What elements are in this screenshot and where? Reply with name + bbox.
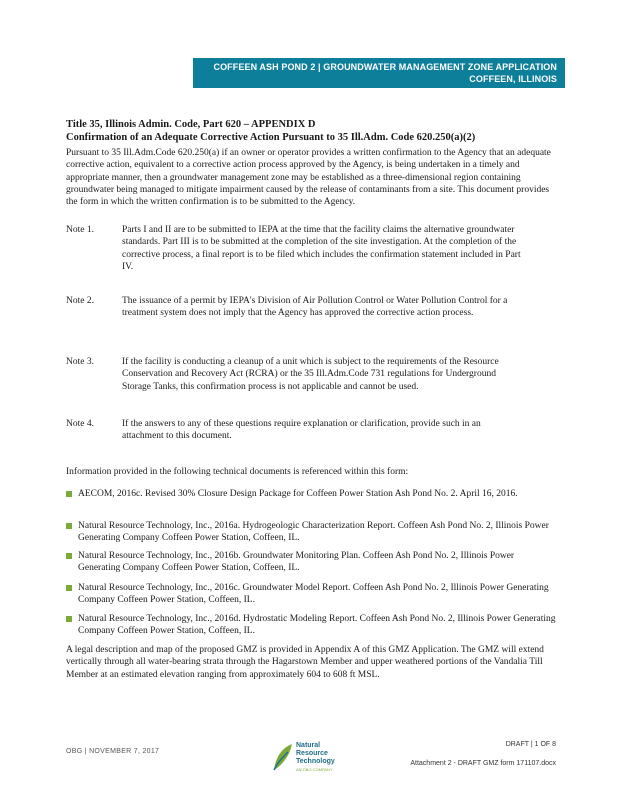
title-line-2: Confirmation of an Adequate Corrective Action Pursuant to 35 Ill.Adm. Code 620.250(a)(2) [66, 132, 476, 143]
note-label: Note 4. [66, 419, 94, 429]
header-title: COFFEEN ASH POND 2 | GROUNDWATER MANAGEMENT ZONE APPLICATION [213, 62, 557, 72]
header-bar [193, 58, 565, 88]
bullet-icon [66, 491, 72, 497]
header-location: COFFEEN, ILLINOIS [469, 74, 557, 84]
note-label: Note 2. [66, 296, 94, 306]
footer-page-number: DRAFT | 1 OF 8 [505, 741, 556, 748]
logo-line-3: Technology [296, 758, 335, 765]
note-text: Parts I and II are to be submitted to IEPA at the time that the facility claims the alternative groundwater standards. Part III is to be submitted at the completion of the site investigation. At the completion of the corrective process, a final report is to be filed which includes the confirmation statement included in Part IV. [122, 225, 521, 272]
references-intro: Information provided in the following technical documents is referenced within this form: [66, 467, 409, 477]
leaf-logo-icon [272, 742, 294, 772]
bullet-icon [66, 523, 72, 529]
title-line-1: Title 35, Illinois Admin. Code, Part 620 – APPENDIX D [66, 119, 316, 130]
company-logo [272, 742, 382, 782]
legal-description: A legal description and map of the proposed GMZ is provided in Appendix A of this GMZ Application. The GMZ will extend vertically through all water-bearing strata through the Hagarstown Member and upper weathered portions of the Vandalia Till Member at an estimated elevation ranging from approximately 604 to 608 ft MSL. [66, 645, 544, 680]
footer-filename: Attachment 2 - DRAFT GMZ form 171107.docx [410, 760, 556, 767]
reference-text: Natural Resource Technology, Inc., 2016c. Groundwater Model Report. Coffeen Ash Pond No. 2, Illinois Power Generating Company Coffeen Power Station, Coffeen, IL. [78, 583, 549, 606]
bullet-icon [66, 585, 72, 591]
footer-date: OBG | NOVEMBER 7, 2017 [66, 748, 160, 755]
reference-text: Natural Resource Technology, Inc., 2016a. Hydrogeologic Characterization Report. Coffeen Ash Pond No. 2, Illinois Power Generating Company Coffeen Power Station, Coffeen, IL. [78, 521, 549, 544]
note-text: If the answers to any of these questions require explanation or clarification, provide such in an attachment to this document. [122, 419, 481, 442]
note-label: Note 1. [66, 225, 94, 235]
reference-text: Natural Resource Technology, Inc., 2016b. Groundwater Monitoring Plan. Coffeen Ash Pond No. 2, Illinois Power Generating Company Coffeen Power Station, Coffeen, IL. [78, 551, 515, 574]
logo-line-2: Resource [296, 750, 328, 757]
document-title [66, 118, 475, 144]
bullet-icon [66, 553, 72, 559]
note-text: If the facility is conducting a cleanup of a unit which is subject to the requirements of the Resource Conservation and Recovery Act (RCRA) or the 35 Ill.Adm.Code 731 regulations for Underground Storage Tanks, this confirmation process is not applicable and cannot be used. [122, 357, 499, 392]
note-label: Note 3. [66, 357, 94, 367]
reference-text: AECOM, 2016c. Revised 30% Closure Design Package for Coffeen Power Station Ash Pond No. 2. April 16, 2016. [78, 489, 518, 499]
reference-text: Natural Resource Technology, Inc., 2016d. Hydrostatic Modeling Report. Coffeen Ash Pond No. 2, Illinois Power Generating Company Coffeen Power Station, Coffeen, IL. [78, 614, 556, 637]
intro-paragraph: Pursuant to 35 Ill.Adm.Code 620.250(a) if an owner or operator provides a written confirmation to the Agency that an adequate corrective action, equivalent to a corrective action process approved by the Agency, is being undertaken in a timely and appropriate manner, then a groundwater management zone may be established as a three-dimensional region containing groundwater being managed to mitigate impairment caused by the release of contaminants from a site. This document provides the form in which the written confirmation is to be submitted to the Agency. [66, 148, 551, 208]
logo-line-1: Natural [296, 742, 321, 749]
logo-subtitle: AN OBG COMPANY [296, 767, 333, 772]
bullet-icon [66, 616, 72, 622]
note-text: The issuance of a permit by IEPA's Division of Air Pollution Control or Water Pollution Control for a treatment system does not imply that the Agency has approved the corrective action process. [122, 296, 508, 319]
